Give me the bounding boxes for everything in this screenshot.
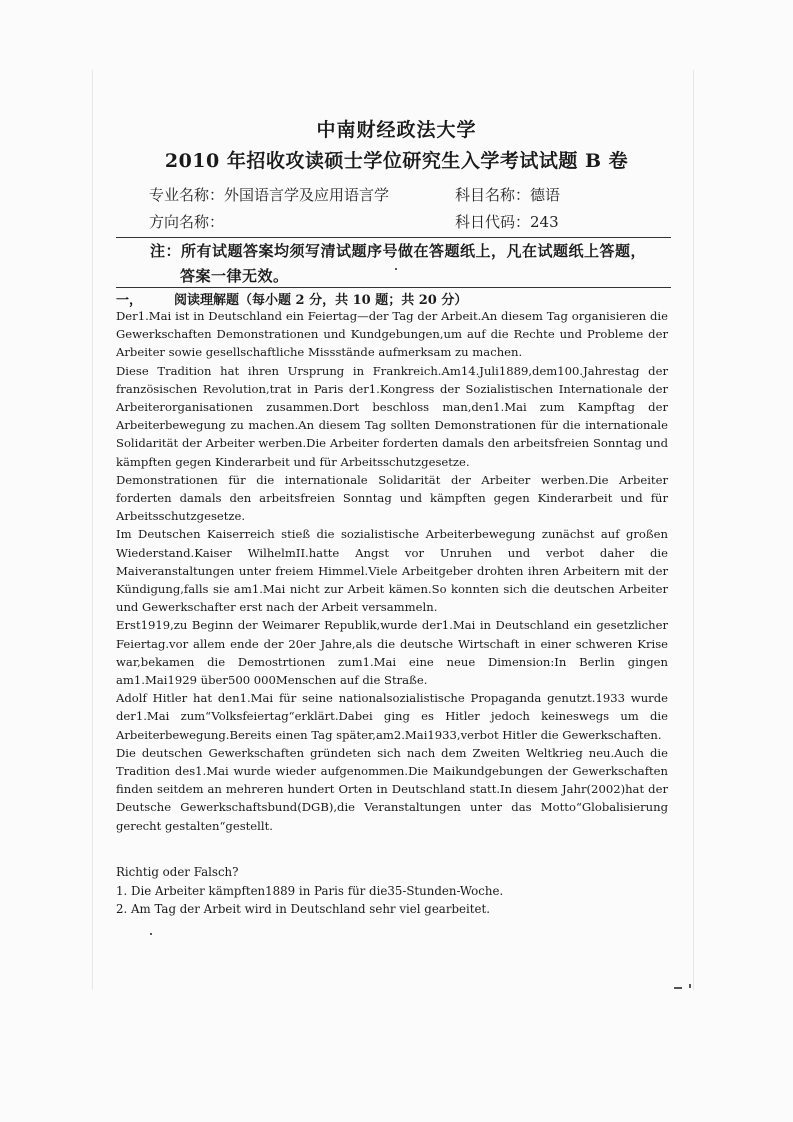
instruction-note-line2: 答案一律无效。	[180, 267, 289, 285]
university-title: 中南财经政法大学	[316, 119, 477, 141]
scan-edge-left	[92, 70, 93, 990]
question-item: 2. Am Tag der Arbeit wird in Deutschland sehr viel gearbeitet.	[116, 902, 490, 916]
major-label: 专业名称：外国语言学及应用语言学	[149, 186, 390, 204]
subject-label: 科目名称：德语	[455, 186, 561, 204]
reading-passage	[116, 307, 668, 835]
questions-heading: Richtig oder Falsch?	[116, 865, 239, 879]
direction-label: 方向名称：	[149, 213, 225, 231]
passage-paragraph: Der1.Mai ist in Deutschland ein Feiertag—der Tag der Arbeit.An diesem Tag organisieren die Gewerkschaften Demonstrationen und Kundgebungen,um auf die Rechte und Probleme der Arbeiter sowie gesellschaftliche Missstände aufmerksam zu machen.	[116, 309, 668, 360]
instruction-note-line1: 注：所有试题答案均须写清试题序号做在答题纸上，凡在试题纸上答题，	[150, 242, 647, 260]
question-item: 1. Die Arbeiter kämpften1889 in Paris für die35-Stunden-Woche.	[116, 883, 504, 898]
passage-paragraph: Erst1919,zu Beginn der Weimarer Republik,wurde der1.Mai in Deutschland ein gesetzlicher Feiertag.vor allem ende der 20er Jahre,als die deutsche Wirtschaft in einer schweren Krise war,bekamen die Demostrtionen zum1.Mai eine neue Dimension:In Berlin gingen am1.Mai1929 über500 000Menschen auf die Straße.	[116, 618, 668, 688]
section-heading	[116, 289, 467, 308]
passage-paragraph: Im Deutschen Kaiserreich stieß die sozialistische Arbeiterbewegung zunächst auf großen Wiederstand.Kaiser WilhelmII.hatte Angst vor Unruhen und verbot daher die Maiveranstaltungen unter freiem Himmel.Viele Arbeitgeber drohten ihren Arbeitern mit der Kündigung,falls sie am1.Mai nicht zur Arbeit kämen.So konnten sich die deutschen Arbeiter und Gewerkschafter erst nach der Arbeit versammeln.	[116, 527, 668, 615]
passage-paragraph: Diese Tradition hat ihren Ursprung in Frankreich.Am14.Juli1889,dem100.Jahrestag der französischen Revolution,trat in Paris der1.Kongress der Sozialistischen Internationale der Arbeiterorganisationen zusammen.Dort beschloss man,den1.Mai zum Kampftag der Arbeiterbewegung zu machen.An diesem Tag sollten Demonstrationen für die internationale Solidarität der Arbeiter werben.Die Arbeiter forderten damals den arbeitsfreien Sonntag und kämpften gegen Kinderarbeit und für Arbeitsschutzgesetze.	[116, 363, 668, 469]
section-number: 一，	[116, 293, 143, 308]
section-title: 阅读理解题（每小题 2 分，共 10 题；共 20 分）	[174, 293, 468, 308]
scan-edge-right	[693, 70, 694, 990]
passage-paragraph: Demonstrationen für die internationale Solidarität der Arbeiter werben.Die Arbeiter forderten damals den arbeitsfreien Sonntag und kämpften gegen Kinderarbeit und für Arbeitsschutzgesetze.	[116, 472, 668, 524]
scan-speck	[674, 987, 682, 989]
questions-block	[116, 863, 676, 919]
exam-title: 2010 年招收攻读硕士学位研究生入学考试试题 B 卷	[164, 150, 629, 172]
scan-speck	[395, 268, 397, 270]
note-rule-top	[116, 237, 671, 238]
code-label: 科日代码：243	[455, 213, 559, 231]
scan-speck	[150, 933, 152, 935]
scan-speck	[689, 984, 691, 988]
passage-paragraph: Adolf Hitler hat den1.Mai für seine nationalsozialistische Propaganda genutzt.1933 wurde der1.Mai zum“Volksfeiertag“erklärt.Dabei ging es Hitler jedoch keineswegs um die Arbeiterbewegung.Bereits einen Tag später,am2.Mai1933,verbot Hitler die Gewerkschaften.	[116, 691, 668, 742]
note-rule-bottom	[116, 287, 671, 288]
passage-paragraph: Die deutschen Gewerkschaften gründeten sich nach dem Zweiten Weltkrieg neu.Auch die Tradition des1.Mai wurde wieder aufgenommen.Die Maikundgebungen der Gewerkschaften finden seitdem an mehreren hundert Orten in Deutschland statt.In diesem Jahr(2002)hat der Deutsche Gewerkschaftsbund(DGB),die Veranstaltungen unter das Motto“Globalisierung gerecht gestalten“gestellt.	[116, 745, 668, 833]
